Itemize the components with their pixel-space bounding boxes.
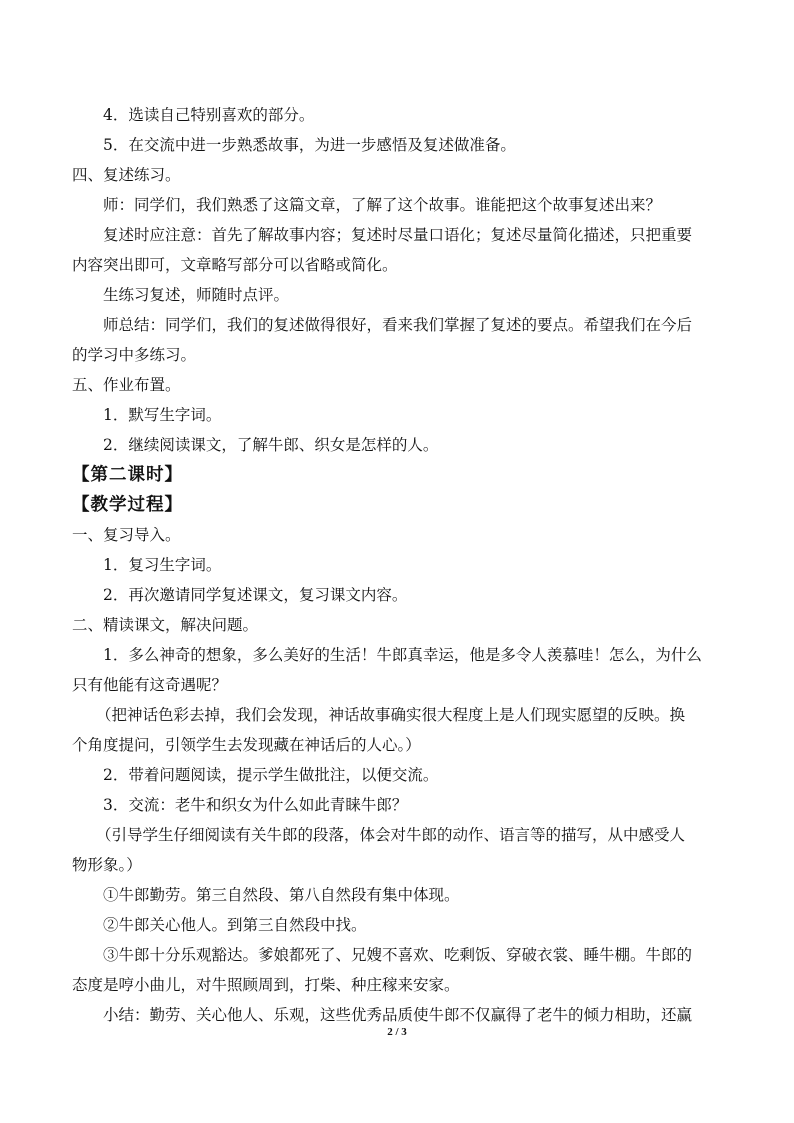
paragraph-line: 1．默写生字词。: [103, 406, 222, 424]
lesson-heading: 【教学过程】: [72, 495, 183, 515]
section-heading: 二、精读课文，解决问题。: [72, 616, 259, 634]
paragraph-line: 4．选读自己特别喜欢的部分。: [103, 106, 315, 124]
section-heading: 五、作业布置。: [72, 376, 181, 394]
paragraph-line: （引导学生仔细阅读有关牛郎的段落，体会对牛郎的动作、语言等的描写，从中感受人: [96, 826, 686, 844]
lesson-heading: 【第二课时】: [72, 465, 183, 485]
paragraph-line: 3．交流：老牛和织女为什么如此青睐牛郎？: [103, 796, 408, 814]
paragraph-line: 只有他能有这奇遇呢？: [72, 676, 228, 694]
page-number: 2 / 3: [387, 1026, 407, 1038]
paragraph-line: 1．多么神奇的想象，多么美好的生活！牛郎真幸运，他是多令人羡慕哇！怎么，为什么: [103, 646, 702, 664]
paragraph-line: 2．继续阅读课文，了解牛郎、织女是怎样的人。: [103, 436, 439, 454]
paragraph-line: 物形象。）: [72, 856, 142, 874]
paragraph-line: 师总结：同学们，我们的复述做得很好，看来我们掌握了复述的要点。希望我们在今后: [103, 316, 693, 334]
paragraph-line: ①牛郎勤劳。第三自然段、第八自然段有集中体现。: [103, 886, 460, 904]
document-body: [72, 100, 722, 1030]
paragraph-line: 2．带着问题阅读，提示学生做批注，以便交流。: [103, 766, 439, 784]
paragraph-line: 内容突出即可，文章略写部分可以省略或简化。: [72, 256, 398, 274]
section-heading: 一、复习导入。: [72, 526, 181, 544]
paragraph-line: 生练习复述，师随时点评。: [103, 286, 290, 304]
paragraph-line: 的学习中多练习。: [72, 346, 197, 364]
paragraph-line: 小结：勤劳、关心他人、乐观，这些优秀品质使牛郎不仅赢得了老牛的倾力相助，还赢: [103, 1006, 693, 1024]
paragraph-line: 师：同学们，我们熟悉了这篇文章，了解了这个故事。谁能把这个故事复述出来？: [103, 196, 662, 214]
paragraph-line: 复述时应注意：首先了解故事内容；复述时尽量口语化；复述尽量简化描述，只把重要: [103, 226, 693, 244]
paragraph-line: （把神话色彩去掉，我们会发现，神话故事确实很大程度上是人们现实愿望的反映。换: [96, 706, 686, 724]
section-heading: 四、复述练习。: [72, 166, 181, 184]
paragraph-line: ②牛郎关心他人。到第三自然段中找。: [103, 916, 367, 934]
paragraph-line: 1．复习生字词。: [103, 556, 222, 574]
paragraph-line: 个角度提问，引领学生去发现藏在神话后的人心。）: [72, 736, 421, 754]
paragraph-line: 2．再次邀请同学复述课文，复习课文内容。: [103, 586, 408, 604]
paragraph-line: 态度是哼小曲儿，对牛照顾周到，打柴、种庄稼来安家。: [72, 976, 460, 994]
paragraph-line: 5．在交流中进一步熟悉故事，为进一步感悟及复述做准备。: [103, 136, 516, 154]
paragraph-line: ③牛郎十分乐观豁达。爹娘都死了、兄嫂不喜欢、吃剩饭、穿破衣裳、睡牛棚。牛郎的: [103, 946, 693, 964]
